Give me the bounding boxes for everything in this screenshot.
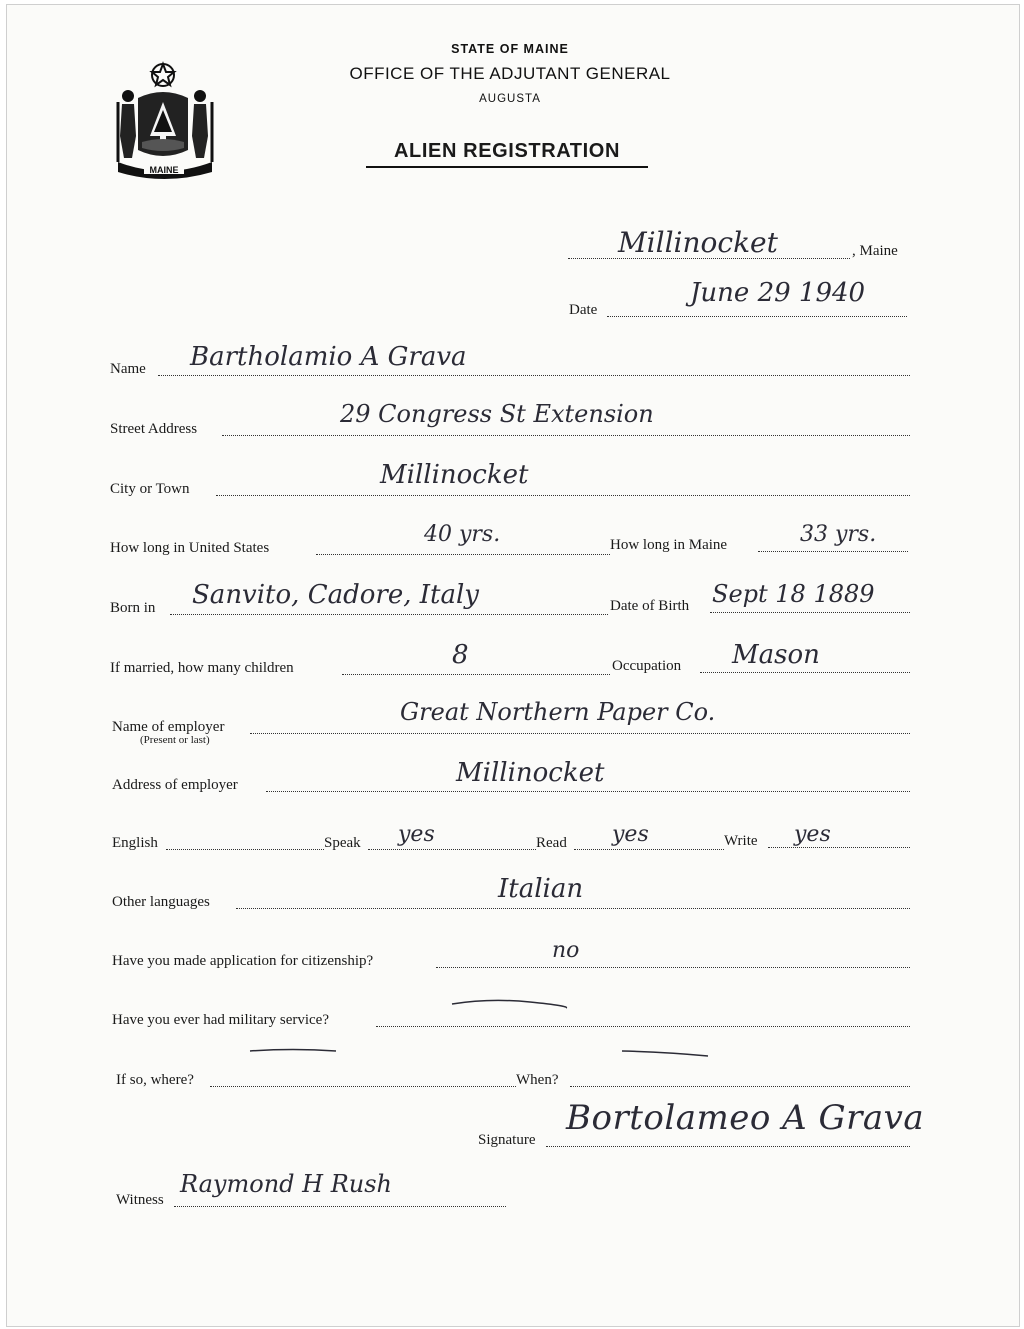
citizenship-value[interactable]: no [552,938,580,963]
read-value[interactable]: yes [612,822,649,847]
when-label: When? [516,1072,559,1088]
us-duration-line [316,554,610,555]
city-line [216,495,910,496]
date-value[interactable]: June 29 1940 [690,278,866,308]
office-heading: OFFICE OF THE ADJUTANT GENERAL [349,64,671,83]
where-dash-mark [248,1046,338,1056]
write-label: Write [724,833,758,849]
employer-line [250,733,910,734]
dob-label: Date of Birth [610,598,690,614]
maine-duration-label: How long in Maine [610,537,728,553]
citizenship-label: Have you made application for citizenship? [112,953,374,969]
witness-label: Witness [116,1192,164,1208]
state-heading: STATE OF MAINE [451,42,569,56]
children-line [342,674,610,675]
when-line [570,1086,910,1087]
born-label: Born in [110,600,156,616]
date-label: Date [569,302,598,318]
military-label: Have you ever had military service? [112,1012,329,1028]
signature-line [546,1146,910,1147]
date-line [607,316,907,317]
form-title: ALIEN REGISTRATION [366,140,648,168]
speak-label: Speak [324,835,361,851]
military-line [376,1026,910,1027]
name-line [158,375,910,376]
born-line [170,614,608,615]
us-duration-value[interactable]: 40 yrs. [424,522,501,547]
employer-value[interactable]: Great Northern Paper Co. [400,698,716,726]
citizenship-line [436,967,910,968]
where-label: If so, where? [116,1072,194,1088]
write-value[interactable]: yes [794,822,831,847]
employer-label: Name of employer [112,719,225,735]
city-label: City or Town [110,481,190,497]
maine-duration-line [758,551,908,552]
witness-value[interactable]: Raymond H Rush [180,1170,393,1198]
when-dash-mark [620,1048,710,1060]
us-duration-label: How long in United States [110,540,270,556]
employer-sublabel: (Present or last) [140,734,210,746]
witness-line [174,1206,506,1207]
occupation-value[interactable]: Mason [732,640,820,670]
read-line [574,849,724,850]
street-value[interactable]: 29 Congress St Extension [340,400,654,428]
other-languages-line [236,908,910,909]
speak-line [368,849,536,850]
street-label: Street Address [110,421,198,437]
name-label: Name [110,361,146,377]
employer-address-value[interactable]: Millinocket [456,758,605,788]
write-line [768,847,910,848]
english-line [166,849,324,850]
other-languages-value[interactable]: Italian [498,874,584,904]
english-label: English [112,835,158,851]
signature-value[interactable]: Bortolameo A Grava [566,1098,925,1138]
military-dash-mark [450,996,570,1012]
name-value[interactable]: Bartholamio A Grava [190,342,467,372]
place-suffix-label: , Maine [852,243,898,259]
seal-motto: MAINE [149,165,179,175]
other-languages-label: Other languages [112,894,210,910]
children-value[interactable]: 8 [452,640,469,670]
city-value[interactable]: Millinocket [380,460,529,490]
employer-address-label: Address of employer [112,777,238,793]
read-label: Read [536,835,567,851]
signature-label: Signature [478,1132,536,1148]
speak-value[interactable]: yes [398,822,435,847]
maine-duration-value[interactable]: 33 yrs. [800,522,877,547]
place-value[interactable]: Millinocket [618,226,778,259]
occupation-label: Occupation [612,658,682,674]
city-heading: AUGUSTA [479,93,541,105]
children-label: If married, how many children [110,660,294,676]
where-line [210,1086,516,1087]
born-value[interactable]: Sanvito, Cadore, Italy [192,580,479,610]
dob-line [710,612,910,613]
employer-address-line [266,791,910,792]
dob-value[interactable]: Sept 18 1889 [712,580,875,608]
occupation-line [700,672,910,673]
street-line [222,435,910,436]
